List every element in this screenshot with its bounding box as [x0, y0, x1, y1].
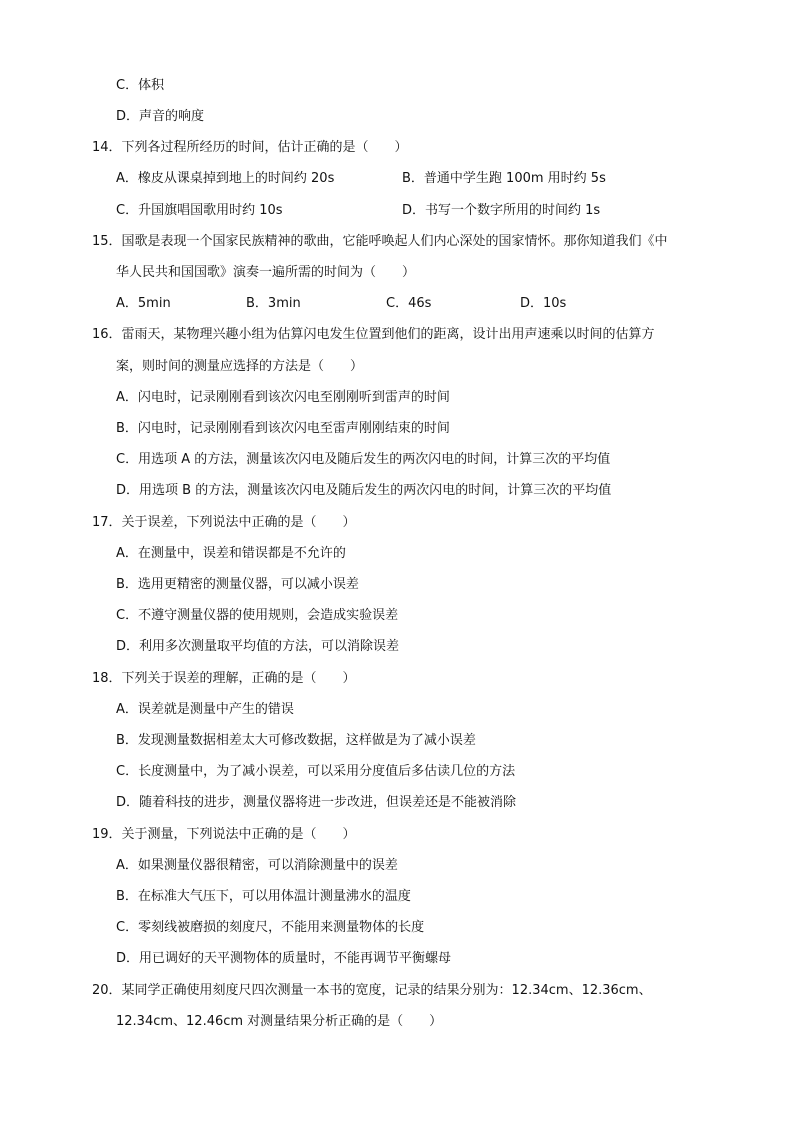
- q16-stem-line2: 案，则时间的测量应选择的方法是（ ）: [116, 359, 364, 374]
- q15-option-b: B．3min: [246, 296, 301, 311]
- q14-option-d: D．书写一个数字所用的时间约 1s: [402, 203, 601, 218]
- q14-option-b: B．普通中学生跑 100m 用时约 5s: [402, 171, 606, 186]
- q19-option-b: B．在标准大气压下，可以用体温计测量沸水的温度: [116, 889, 411, 904]
- q16-stem-line1: 16．雷雨天，某物理兴趣小组为估算闪电发生位置到他们的距离，设计出用声速乘以时间的估算方: [92, 327, 655, 342]
- q17-stem: 17．关于误差，下列说法中正确的是（ ）: [92, 515, 356, 530]
- q16-option-c: C．用选项 A 的方法，测量该次闪电及随后发生的两次闪电的时间，计算三次的平均值: [116, 452, 611, 467]
- q19-stem: 19．关于测量，下列说法中正确的是（ ）: [92, 827, 356, 842]
- q19-option-d: D．用已调好的天平测物体的质量时，不能再调节平衡螺母: [116, 951, 452, 966]
- q15-option-d: D．10s: [520, 296, 567, 311]
- q14-stem: 14．下列各过程所经历的时间，估计正确的是（ ）: [92, 140, 408, 155]
- q13-option-c: C．体积: [116, 78, 165, 93]
- q16-option-a: A．闪电时，记录刚刚看到该次闪电至刚刚听到雷声的时间: [116, 390, 450, 405]
- q18-stem: 18．下列关于误差的理解，正确的是（ ）: [92, 671, 356, 686]
- q19-option-a: A．如果测量仪器很精密，可以消除测量中的误差: [116, 858, 398, 873]
- q17-option-a: A．在测量中，误差和错误都是不允许的: [116, 546, 346, 561]
- q17-option-b: B．选用更精密的测量仪器，可以减小误差: [116, 577, 359, 592]
- q16-option-b: B．闪电时，记录刚刚看到该次闪电至雷声刚刚结束的时间: [116, 421, 450, 436]
- q15-option-c: C．46s: [386, 296, 432, 311]
- q15-stem-line2: 华人民共和国国歌》演奏一遍所需的时间为（ ）: [116, 265, 416, 280]
- q18-option-a: A．误差就是测量中产生的错误: [116, 702, 294, 717]
- q18-option-c: C．长度测量中，为了减小误差，可以采用分度值后多估读几位的方法: [116, 764, 516, 779]
- q13-option-d: D．声音的响度: [116, 109, 205, 124]
- q20-stem-line2: 12.34cm、12.46cm 对测量结果分析正确的是（ ）: [116, 1014, 443, 1029]
- q15-option-a: A．5min: [116, 296, 171, 311]
- q18-option-b: B．发现测量数据相差太大可修改数据，这样做是为了减小误差: [116, 733, 476, 748]
- q14-option-a: A．橡皮从课桌掉到地上的时间约 20s: [116, 171, 335, 186]
- q16-option-d: D．用选项 B 的方法，测量该次闪电及随后发生的两次闪电的时间，计算三次的平均值: [116, 483, 612, 498]
- q20-stem-line1: 20．某同学正确使用刻度尺四次测量一本书的宽度，记录的结果分别为：12.34cm、12.36cm、: [92, 983, 652, 998]
- q18-option-d: D．随着科技的进步，测量仪器将进一步改进，但误差还是不能被消除: [116, 795, 517, 810]
- q14-option-c: C．升国旗唱国歌用时约 10s: [116, 203, 283, 218]
- q15-stem-line1: 15．国歌是表现一个国家民族精神的歌曲，它能呼唤起人们内心深处的国家情怀。那你知道我们《中: [92, 234, 668, 249]
- q17-option-d: D．利用多次测量取平均值的方法，可以消除误差: [116, 639, 400, 654]
- q17-option-c: C．不遵守测量仪器的使用规则，会造成实验误差: [116, 608, 399, 623]
- q19-option-c: C．零刻线被磨损的刻度尺，不能用来测量物体的长度: [116, 920, 425, 935]
